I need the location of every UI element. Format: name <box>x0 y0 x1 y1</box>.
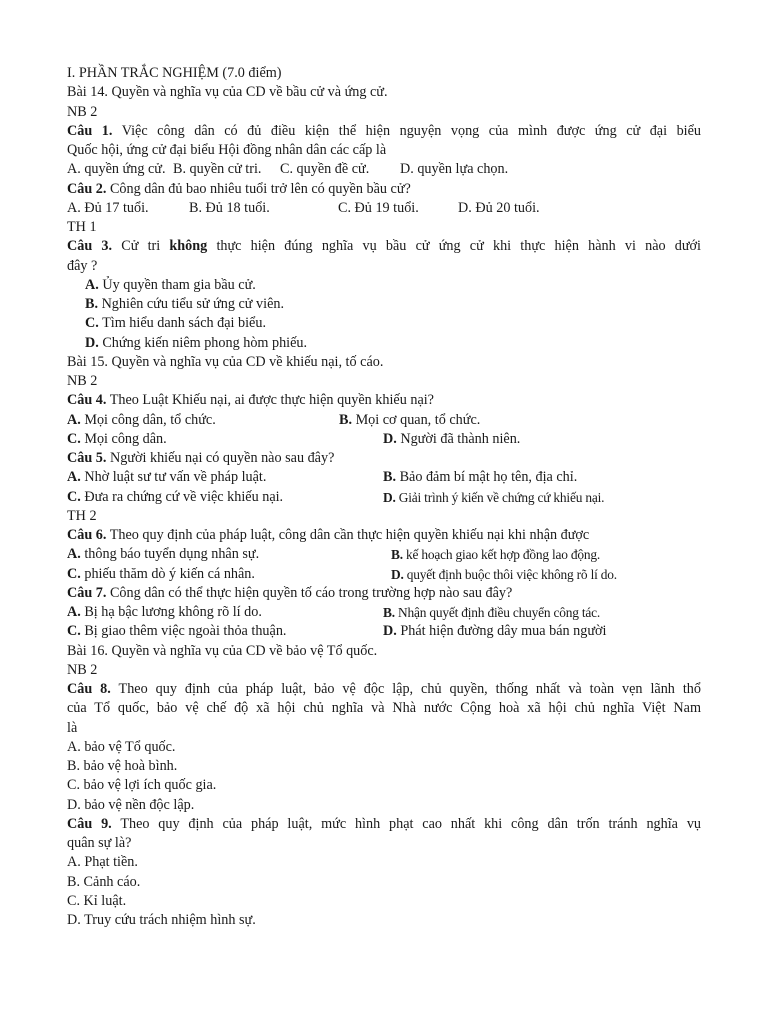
level-nb2: NB 2 <box>67 373 98 389</box>
question-9-stem-cont: quân sự là? <box>67 835 132 851</box>
question-label: Câu 5. <box>67 450 107 466</box>
option-c: C. Kỉ luật. <box>67 892 127 909</box>
option-d: D. Chứng kiến niêm phong hòm phiếu. <box>85 334 308 351</box>
option-d: D. Đủ 20 tuổi. <box>458 199 540 216</box>
question-3-stem-cont: đây ? <box>67 257 98 274</box>
option-a: A. bảo vệ Tổ quốc. <box>67 738 176 755</box>
option-b: B. Cảnh cáo. <box>67 873 141 890</box>
lesson-15-heading: Bài 15. Quyền và nghĩa vụ của CD về khiếu nại, tố cáo. <box>67 353 384 370</box>
option-b: B. Nhận quyết định điều chuyển công tác. <box>383 605 600 620</box>
question-5-options-row1 <box>67 468 701 487</box>
section-title: I. PHẦN TRẮC NGHIỆM (7.0 điểm) <box>67 65 282 81</box>
question-label: Câu 4. <box>67 392 107 409</box>
question-label: Câu 8. <box>67 681 111 697</box>
option-c: C. Đủ 19 tuổi. <box>338 199 419 216</box>
question-6-options-row1 <box>67 545 701 564</box>
question-text-post: thực hiện đúng nghĩa vụ bầu cử ứng cử khi thực hiện hành vi nào dưới <box>216 238 701 255</box>
question-text: Theo quy định của pháp luật, bảo vệ độc lập, chủ quyền, thống nhất và toàn vẹn lãnh thổ <box>118 681 701 697</box>
option-d: D. Phát hiện đường dây mua bán người <box>383 623 607 640</box>
question-text: Công dân đủ bao nhiêu tuổi trở lên có quyền bầu cử? <box>109 180 411 197</box>
question-3-stem <box>67 237 701 256</box>
question-1-stem <box>67 122 701 141</box>
question-text: Theo quy định của pháp luật, mức hình phạt cao nhất khi công dân trốn tránh nghĩa vụ <box>120 815 702 832</box>
option-b: B. Bảo đảm bí mật họ tên, địa chỉ. <box>383 469 578 486</box>
question-1-options <box>67 160 701 179</box>
question-text-pre: Cử tri <box>121 238 161 255</box>
level-nb2: NB 2 <box>67 103 98 120</box>
option-d: D. Người đã thành niên. <box>383 430 521 447</box>
option-c: C. Bị giao thêm việc ngoài thỏa thuận. <box>67 623 287 640</box>
level-th2: TH 2 <box>67 507 97 524</box>
option-c: C. Đưa ra chứng cứ về việc khiếu nại. <box>67 488 284 505</box>
option-c: C. bảo vệ lợi ích quốc gia. <box>67 777 217 794</box>
question-text: Theo quy định của pháp luật, công dân cần thực hiện quyền khiếu nại khi nhận được <box>109 527 590 543</box>
question-8-stem-cont: của Tổ quốc, bảo vệ chế độ xã hội chủ nghĩa và Nhà nước Cộng hoà xã hội chủ nghĩa Việt Nam <box>67 700 701 717</box>
option-d: D. Truy cứu trách nhiệm hình sự. <box>67 912 256 928</box>
question-text-emphasis: không <box>169 238 208 255</box>
exam-page <box>67 64 701 930</box>
question-6-stem <box>67 526 701 545</box>
question-8-stem-end: là <box>67 719 78 736</box>
question-6-options-row2 <box>67 565 701 584</box>
question-7-stem <box>67 584 701 603</box>
option-b: B. kế hoạch giao kết hợp đồng lao động. <box>391 547 601 563</box>
question-label: Câu 3. <box>67 238 113 255</box>
option-b: B. Mọi cơ quan, tổ chức. <box>339 411 481 428</box>
question-1-stem-cont: Quốc hội, ứng cử đại biểu Hội đồng nhân dân các cấp là <box>67 142 387 158</box>
lesson-16-heading: Bài 16. Quyền và nghĩa vụ của CD về bảo vệ Tổ quốc. <box>67 642 378 659</box>
lesson-14-heading: Bài 14. Quyền và nghĩa vụ của CD về bầu cử và ứng cử. <box>67 84 388 101</box>
option-a: A. Phạt tiền. <box>67 854 138 871</box>
question-label: Câu 6. <box>67 527 107 543</box>
question-9-stem <box>67 815 701 834</box>
option-d: D. quyền lựa chọn. <box>400 161 509 178</box>
option-a: A. Đủ 17 tuổi. <box>67 199 149 216</box>
option-a: A. Bị hạ bậc lương không rõ lí do. <box>67 604 262 620</box>
option-a: A. Ủy quyền tham gia bầu cử. <box>85 276 256 293</box>
question-5-options-row2 <box>67 488 701 507</box>
option-b: B. bảo vệ hoà bình. <box>67 758 178 774</box>
question-5-stem <box>67 449 701 468</box>
option-a: A. quyền ứng cử. <box>67 161 166 178</box>
question-text: Theo Luật Khiếu nại, ai được thực hiện quyền khiếu nại? <box>109 392 434 409</box>
question-label: Câu 9. <box>67 815 112 832</box>
question-text: Công dân có thể thực hiện quyền tố cáo trong trường hợp nào sau đây? <box>109 584 513 601</box>
question-4-stem <box>67 391 701 410</box>
option-b: B. Nghiên cứu tiểu sử ứng cử viên. <box>85 296 285 312</box>
option-b: B. Đủ 18 tuổi. <box>189 199 270 216</box>
question-text: Việc công dân có đủ điều kiện thể hiện nguyện vọng của mình được ứng cử đại biểu <box>121 122 702 139</box>
question-7-options-row2 <box>67 622 701 641</box>
option-a: A. Nhờ luật sư tư vấn về pháp luật. <box>67 469 267 486</box>
question-text: Người khiếu nại có quyền nào sau đây? <box>109 450 335 466</box>
question-4-options-row2 <box>67 430 701 449</box>
option-c: C. Mọi công dân. <box>67 430 167 447</box>
question-2-options <box>67 199 701 218</box>
question-label: Câu 7. <box>67 584 107 601</box>
question-7-options-row1 <box>67 603 701 622</box>
level-nb2: NB 2 <box>67 661 98 678</box>
option-b: B. quyền cử tri. <box>173 161 262 178</box>
question-8-stem <box>67 680 701 699</box>
level-th1: TH 1 <box>67 219 97 235</box>
question-label: Câu 1. <box>67 122 113 139</box>
option-a: A. thông báo tuyển dụng nhân sự. <box>67 546 260 563</box>
question-4-options-row1 <box>67 411 701 430</box>
option-a: A. Mọi công dân, tổ chức. <box>67 411 216 428</box>
option-c: C. Tìm hiểu danh sách đại biểu. <box>85 315 266 332</box>
question-2-stem <box>67 180 701 199</box>
question-label: Câu 2. <box>67 180 107 197</box>
option-c: C. quyền đề cử. <box>280 161 370 178</box>
option-d: D. Giải trình ý kiến về chứng cứ khiếu nại. <box>383 489 605 505</box>
option-d: D. quyết định buộc thôi việc không rõ lí do. <box>391 566 617 582</box>
option-d: D. bảo vệ nền độc lập. <box>67 796 195 813</box>
option-c: C. phiếu thăm dò ý kiến cá nhân. <box>67 565 255 582</box>
